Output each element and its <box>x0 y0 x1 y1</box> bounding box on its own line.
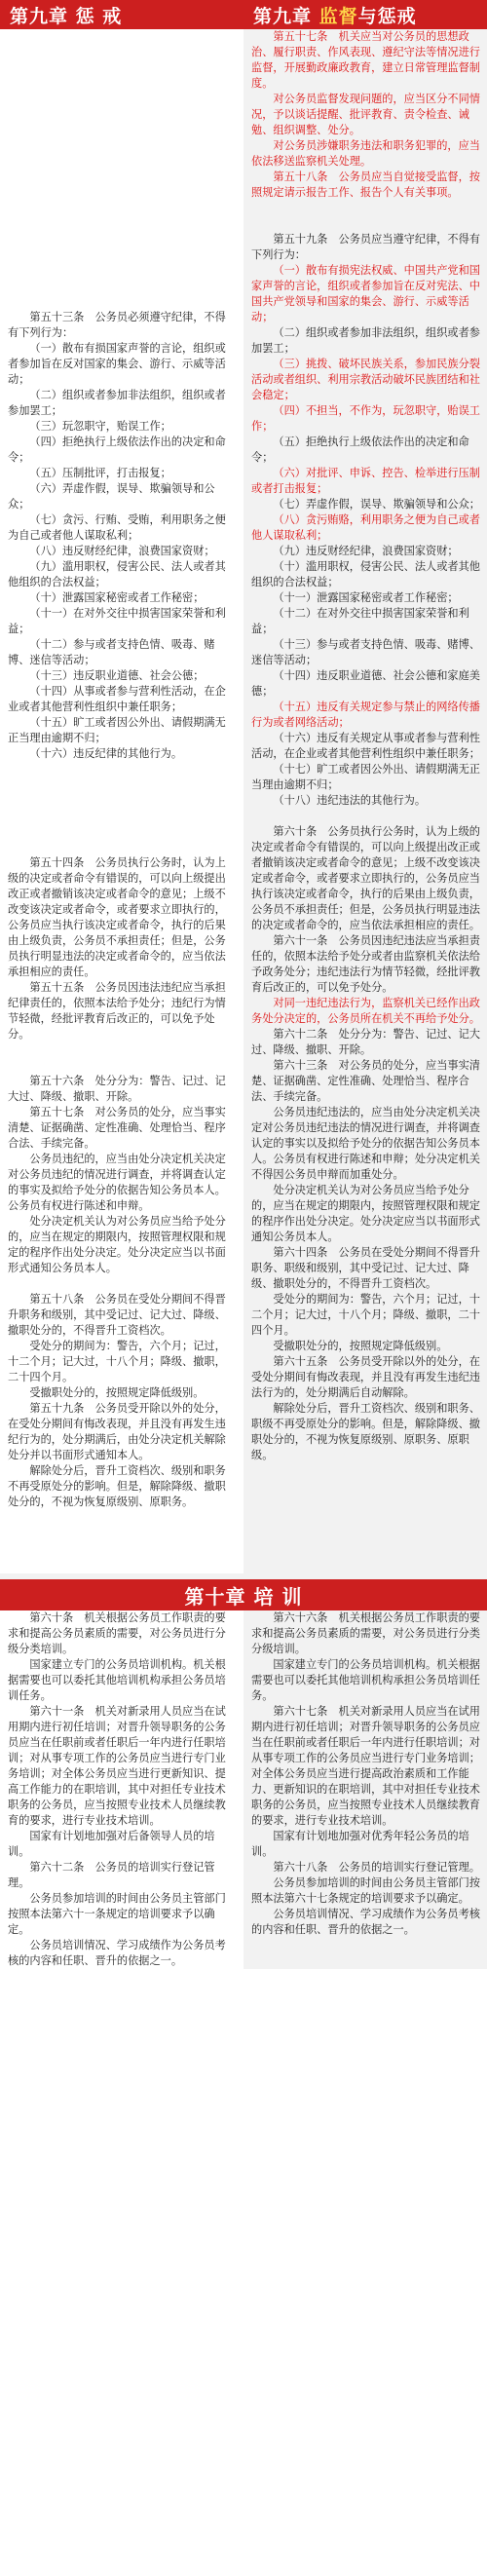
article-paragraph: （一）散布有损国家声誉的言论，组织或者参加旨在反对国家的集会、游行、示威等活动； <box>8 342 226 386</box>
article-paragraph: （十八）违纪违法的其他行为。 <box>273 794 427 807</box>
article-paragraph: 第五十八条 公务员应当自觉接受监督，按照规定请示报告工作、报告个人有关事项。 <box>251 170 480 199</box>
chapter9-new-title <box>244 2 487 28</box>
article-paragraph: （十）滥用职权，侵害公民、法人或者其他组织的合法权益； <box>251 560 480 588</box>
article-paragraph: 解除处分后，晋升工资档次、级别和职务不再受原处分的影响。但是，解除降级、撤职处分的，不视为恢复原级别、原职务。 <box>8 1464 226 1508</box>
article-paragraph: 第六十五条 公务员受开除以外的处分，在受处分期间有悔改表现，并且没有再发生违纪违法行为的，处分期满后自动解除。 <box>251 1355 480 1399</box>
article-paragraph: （十）泄露国家秘密或者工作秘密； <box>29 591 205 604</box>
article-paragraph: 受撤职处分的，按照规定降低级别。 <box>29 1386 205 1399</box>
article-paragraph: （十一）在对外交往中损害国家荣誉和利益； <box>8 607 226 635</box>
article-paragraph: （十四）违反职业道德、社会公德和家庭美德； <box>251 669 480 698</box>
article-paragraph: 公务员违纪违法的，应当由处分决定机关决定对公务员违纪违法的情况进行调查，并将调查认定的事实以及拟给予处分的依据告知公务员本人。公务员有权进行陈述和申辩；处分决定机关不得因公务员申辩而加重处分。 <box>251 1106 480 1181</box>
article-paragraph: 第六十四条 公务员在受处分期间不得晋升职务、职级和级别，其中受记过、记大过、降级、撤职处分的，不得晋升工资档次。 <box>251 1246 480 1290</box>
article-paragraph: 公务员参加培训的时间由公务员主管部门按照本法第六十一条规定的培训要求予以确定。 <box>8 1892 226 1936</box>
article-paragraph: （九）违反财经纪律，浪费国家资财； <box>273 545 459 557</box>
article-paragraph: （八）违反财经纪律，浪费国家资财； <box>29 545 215 557</box>
chapter9-columns <box>0 29 487 1573</box>
article-paragraph: 公务员违纪的，应当由处分决定机关决定对公务员违纪的情况进行调查，并将调查认定的事实及拟给予处分的依据告知公务员本人。公务员有权进行陈述和申辩。 <box>8 1153 226 1212</box>
spacer <box>251 201 481 232</box>
article-paragraph: （八）贪污贿赂，利用职务之便为自己或者他人谋取私利； <box>251 513 480 542</box>
article-paragraph: 第六十一条 公务员因违纪违法应当承担责任的，依照本法给予处分或者由监察机关依法给予政务处分；违纪违法行为情节轻微，经批评教育后改正的，可以免予处分。 <box>251 934 480 994</box>
article-paragraph: （二）组织或者参加非法组织，组织或者参加罢工； <box>251 326 480 355</box>
article-paragraph: （四）不担当，不作为，玩忽职守，贻误工作； <box>251 404 480 433</box>
article-paragraph: 第六十七条 机关对新录用人员应当在试用期内进行初任培训；对晋升领导职务的公务员应当在任职前或者任职后一年内进行任职培训；对从事专项工作的公务员应当进行专门业务培训；对全体公务员应当进行提高政治素质和工作能力、更新知识的在职培训，其中对担任专业技术职务的公务员，应当按照专业技术人员继续教育的要求，进行专业技术培训。 <box>251 1705 480 1827</box>
article-paragraph: 第六十二条 处分分为：警告、记过、记大过、降级、撤职、开除。 <box>251 1028 480 1056</box>
title-part: 第九章 <box>253 5 319 27</box>
article-paragraph: 国家有计划地加强对后备领导人员的培训。 <box>8 1830 215 1858</box>
article-paragraph: （十五）违反有关规定参与禁止的网络传播行为或者网络活动； <box>251 701 480 729</box>
article-paragraph: （三）玩忽职守，贻误工作； <box>29 420 171 433</box>
article-paragraph: 第五十九条 公务员应当遵守纪律，不得有下列行为： <box>251 233 480 261</box>
article-paragraph: 受撤职处分的，按照规定降低级别。 <box>273 1340 448 1352</box>
article-paragraph: 对公务员监督发现问题的，应当区分不同情况，予以谈话提醒、批评教育、责令检查、诫勉、组织调整、处分。 <box>251 93 480 136</box>
chapter10-columns <box>0 1610 487 1969</box>
article-paragraph: 第五十七条 机关应当对公务员的思想政治、履行职责、作风表现、遵纪守法等情况进行监督，开展勤政廉政教育，建立日常管理监督制度。 <box>251 30 480 90</box>
article-paragraph: （十五）旷工或者因公外出、请假期满无正当理由逾期不归； <box>8 716 226 744</box>
chapter9-old-title: 第九章 惩 戒 <box>10 5 123 27</box>
article-paragraph: （一）散布有损宪法权威、中国共产党和国家声誉的言论，组织或者参加旨在反对宪法、中国共产党领导和国家的集会、游行、示威等活动； <box>251 264 480 323</box>
article-paragraph: 公务员参加培训的时间由公务员主管部门按照本法第六十七条规定的培训要求予以确定。 <box>251 1876 480 1905</box>
article-paragraph: 处分决定机关认为对公务员应当给予处分的，应当在规定的期限内，按照管理权限和规定的程序作出处分决定。处分决定应当以书面形式通知公务员本人。 <box>251 1184 480 1243</box>
title-part: 与惩戒 <box>357 5 417 27</box>
article-paragraph: （七）弄虚作假，误导、欺骗领导和公众； <box>273 498 480 511</box>
article-paragraph: （四）拒绝执行上级依法作出的决定和命令； <box>8 436 226 464</box>
article-paragraph: （十四）从事或者参与营利性活动，在企业或者其他营利性组织中兼任职务； <box>8 685 226 713</box>
new-law-column-ch10 <box>244 1610 487 1969</box>
article-paragraph: 国家建立专门的公务员培训机构。机关根据需要也可以委托其他培训机构承担公务员培训任务。 <box>251 1658 480 1702</box>
spacer <box>8 29 236 310</box>
title-highlight: 监督 <box>318 5 358 27</box>
article-paragraph: 第五十七条 对公务员的处分，应当事实清楚、证据确凿、定性准确、处理恰当、程序合法、手续完备。 <box>8 1106 226 1150</box>
new-law-column <box>244 29 487 1573</box>
article-paragraph: 对同一违纪违法行为，监察机关已经作出政务处分决定的，公务员所在机关不再给予处分。 <box>251 997 480 1025</box>
spacer <box>8 762 236 855</box>
article-paragraph: 第五十八条 公务员在受处分期间不得晋升职务和级别，其中受记过、记大过、降级、撤职处分的，不得晋升工资档次。 <box>8 1293 226 1337</box>
article-paragraph: 第六十条 机关根据公务员工作职责的要求和提高公务员素质的需要，对公务员进行分级分类培训。 <box>8 1611 226 1655</box>
article-paragraph: 第五十六条 处分分为：警告、记过、记大过、降级、撤职、开除。 <box>8 1075 226 1103</box>
article-paragraph: 第五十五条 公务员因违法违纪应当承担纪律责任的，依照本法给予处分；违纪行为情节轻微，经批评教育后改正的，可以免予处分。 <box>8 981 226 1041</box>
article-paragraph: 国家有计划地加强对优秀年轻公务员的培训。 <box>251 1830 469 1858</box>
article-paragraph: 处分决定机关认为对公务员应当给予处分的，应当在规定的期限内，按照管理权限和规定的程序作出处分决定。处分决定应当以书面形式通知公务员本人。 <box>8 1215 226 1274</box>
spacer <box>8 1042 236 1074</box>
article-paragraph: （六）弄虚作假，误导、欺骗领导和公众； <box>8 482 215 511</box>
article-paragraph: （十六）违反有关规定从事或者参与营利性活动，在企业或者其他营利性组织中兼任职务； <box>251 732 480 760</box>
article-paragraph: （十三）违反职业道德、社会公德； <box>29 669 205 682</box>
article-paragraph: （十一）泄露国家秘密或者工作秘密； <box>273 591 459 604</box>
article-paragraph: （七）贪污、行贿、受贿，利用职务之便为自己或者他人谋取私利； <box>8 513 226 542</box>
article-paragraph: （十三）参与或者支持色情、吸毒、赌博、迷信等活动； <box>251 638 480 666</box>
spacer <box>251 809 481 824</box>
article-paragraph: （十二）在对外交往中损害国家荣誉和利益； <box>251 607 469 635</box>
article-paragraph: （六）对批评、申诉、控告、检举进行压制或者打击报复； <box>251 467 480 495</box>
article-paragraph: （十七）旷工或者因公外出、请假期满无正当理由逾期不归； <box>251 763 480 791</box>
article-paragraph: 第六十条 公务员执行公务时，认为上级的决定或者命令有错误的，可以向上级提出改正或者撤销该决定或者命令的意见；上级不改变该决定或者命令，或者要求立即执行的，公务员应当执行该决定或者命令，执行的后果由上级负责，公务员不承担责任；但是，公务员执行明显违法的决定或者命令的，应当依法承担相应的责任。 <box>251 825 480 931</box>
article-paragraph: （十二）参与或者支持色情、吸毒、赌博、迷信等活动； <box>8 638 215 666</box>
article-paragraph: 国家建立专门的公务员培训机构。机关根据需要也可以委托其他培训机构承担公务员培训任务。 <box>8 1658 226 1702</box>
article-paragraph: 受处分的期间为：警告，六个月；记过，十二个月；记大过，十八个月；降级、撤职，二十四个月。 <box>251 1293 480 1337</box>
article-paragraph: （二）组织或者参加非法组织，组织或者参加罢工； <box>8 389 226 417</box>
chapter10-banner <box>0 1579 487 1610</box>
article-paragraph: （五）拒绝执行上级依法作出的决定和命令； <box>251 436 469 464</box>
article-paragraph: （十六）违反纪律的其他行为。 <box>29 747 183 760</box>
chapter9-banner <box>0 0 487 29</box>
article-paragraph: 第六十六条 机关根据公务员工作职责的要求和提高公务员素质的需要，对公务员进行分类分级培训。 <box>251 1611 480 1655</box>
article-paragraph: 第五十四条 公务员执行公务时，认为上级的决定或者命令有错误的，可以向上级提出改正或者撤销该决定或者命令的意见；上级不改变该决定或者命令，或者要求立即执行的，公务员应当执行该决定或者命令，执行的后果由上级负责，公务员不承担责任；但是，公务员执行明显违法的决定或者命令的，应当依法承担相应的责任。 <box>8 856 226 978</box>
article-paragraph: 第六十二条 公务员的培训实行登记管理。 <box>8 1861 215 1889</box>
article-paragraph: 公务员培训情况、学习成绩作为公务员考核的内容和任职、晋升的依据之一。 <box>8 1939 226 1967</box>
article-paragraph: 对公务员涉嫌职务违法和职务犯罪的，应当依法移送监察机关处理。 <box>251 139 480 168</box>
article-paragraph: （三）挑拨、破坏民族关系，参加民族分裂活动或者组织、利用宗教活动破坏民族团结和社会稳定； <box>251 358 480 401</box>
article-paragraph: 第六十八条 公务员的培训实行登记管理。 <box>273 1861 480 1874</box>
article-paragraph: 第五十三条 公务员必须遵守纪律，不得有下列行为： <box>8 311 226 339</box>
old-law-column <box>0 29 244 1573</box>
article-paragraph: 第六十三条 对公务员的处分，应当事实清楚、证据确凿、定性准确、处理恰当、程序合法、手续完备。 <box>251 1059 480 1103</box>
article-paragraph: （五）压制批评，打击报复； <box>29 467 171 479</box>
article-paragraph: 第六十一条 机关对新录用人员应当在试用期内进行初任培训；对晋升领导职务的公务员应当在任职前或者任职后一年内进行任职培训；对从事专项工作的公务员应当进行专门业务培训；对全体公务员应当进行更新知识、提高工作能力的在职培训，其中对担任专业技术职务的公务员，应当按照专业技术人员继续教育的要求，进行专业技术培训。 <box>8 1705 226 1827</box>
article-paragraph: （九）滥用职权，侵害公民、法人或者其他组织的合法权益； <box>8 560 226 588</box>
article-paragraph: 第五十九条 公务员受开除以外的处分，在受处分期间有悔改表现，并且没有再发生违纪行为的，处分期满后，由处分决定机关解除处分并以书面形式通知本人。 <box>8 1402 226 1461</box>
spacer <box>8 1276 236 1292</box>
article-paragraph: 公务员培训情况、学习成绩作为公务员考核的内容和任职、晋升的依据之一。 <box>251 1908 480 1936</box>
chapter10-title: 第十章 培 训 <box>184 1584 303 1609</box>
article-paragraph: 解除处分后，晋升工资档次、级别和职务、职级不再受原处分的影响。但是，解除降级、撤职处分的，不视为恢复原级别、原职务、原职级。 <box>251 1402 480 1461</box>
article-paragraph: 受处分的期间为：警告，六个月；记过，十二个月；记大过，十八个月；降级、撤职，二十四个月。 <box>8 1340 226 1383</box>
old-law-column-ch10 <box>0 1610 244 1969</box>
